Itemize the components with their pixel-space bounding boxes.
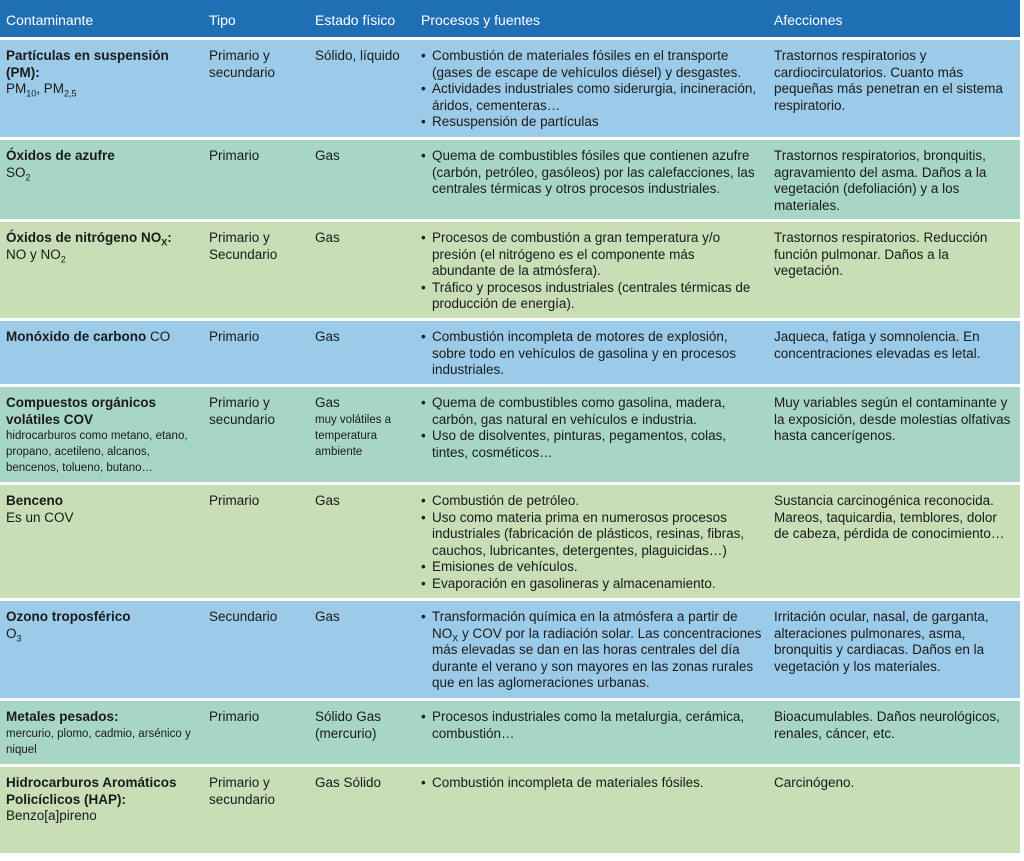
cell-contaminante bbox=[0, 767, 203, 853]
list-item: • Combustión de petróleo. bbox=[421, 493, 762, 510]
header-afecciones: Afecciones bbox=[774, 12, 843, 28]
procesos-list bbox=[421, 775, 762, 792]
list-item: • Quema de combustibles fósiles que contienen azufre (carbón, petróleo, gasóleos) por las calefacciones, las centrales térmicas y otros procesos industriales. bbox=[421, 148, 762, 198]
cell-contaminante bbox=[0, 485, 203, 598]
cell-tipo: Secundario bbox=[209, 609, 278, 624]
pollutant-name: Óxidos de azufre bbox=[6, 148, 115, 163]
procesos-list bbox=[421, 48, 762, 131]
cell-contaminante bbox=[0, 40, 203, 137]
cell-afecciones: Trastornos respiratorios, bronquitis, agravamiento del asma. Daños a la vegetación (defoliación) y a los materiales. bbox=[774, 148, 987, 213]
cell-estado bbox=[309, 701, 415, 764]
cell-procesos bbox=[415, 222, 768, 318]
pollutant-detail: NO y $NO_2$ bbox=[6, 246, 66, 265]
procesos-list bbox=[421, 395, 762, 461]
list-item: • Uso de disolventes, pinturas, pegamentos, colas, tintes, cosméticos… bbox=[421, 428, 762, 461]
estado-value: Gas bbox=[315, 395, 340, 410]
pollutant-name: Monóxido de carbono bbox=[6, 329, 147, 344]
procesos-list bbox=[421, 609, 762, 692]
table-row bbox=[0, 40, 1020, 140]
header-tipo: Tipo bbox=[209, 12, 236, 28]
cell-tipo: Primario bbox=[209, 329, 260, 344]
list-item: • Procesos industriales como la metalurgia, cerámica, combustión… bbox=[421, 709, 762, 742]
procesos-list bbox=[421, 493, 762, 592]
table-header bbox=[0, 0, 1020, 40]
cell-contaminante bbox=[0, 140, 203, 219]
estado-value: Sólido, líquido bbox=[315, 48, 400, 63]
list-item: • Quema de combustibles como gasolina, madera, carbón, gas natural en vehículos e industria. bbox=[421, 395, 762, 428]
cell-procesos bbox=[415, 140, 768, 219]
estado-value: Gas bbox=[315, 609, 340, 624]
estado-value: Sólido Gas (mercurio) bbox=[315, 709, 382, 741]
table-body bbox=[0, 40, 1020, 856]
pollutant-name: Metales pesados: bbox=[6, 709, 119, 724]
cell-procesos bbox=[415, 387, 768, 482]
list-item: • Actividades industriales como siderurgia, incineración, áridos, cementeras… bbox=[421, 81, 762, 114]
procesos-list bbox=[421, 709, 762, 742]
procesos-list bbox=[421, 230, 762, 313]
estado-note: muy volátiles a temperatura ambiente bbox=[315, 413, 392, 458]
cell-tipo: Primario y secundario bbox=[209, 48, 276, 80]
list-item: • Uso como materia prima en numerosos procesos industriales (fabricación de plásticos, resinas, fibras, cauchos, lubricantes, detergentes, plaguicidas…) bbox=[421, 510, 762, 560]
cell-estado bbox=[309, 387, 415, 482]
cell-procesos bbox=[415, 701, 768, 764]
header-estado: Estado físico bbox=[315, 12, 396, 28]
list-item: • Evaporación en gasolineras y almacenamiento. bbox=[421, 576, 762, 593]
pollutant-name: Partículas en suspensión (PM): bbox=[6, 48, 169, 80]
cell-afecciones: Carcinógeno. bbox=[774, 775, 855, 790]
cell-estado bbox=[309, 222, 415, 318]
cell-procesos bbox=[415, 767, 768, 853]
estado-value: Gas bbox=[315, 148, 340, 163]
table-row bbox=[0, 767, 1020, 856]
cell-procesos bbox=[415, 321, 768, 384]
pollutant-detail: Es un COV bbox=[6, 509, 74, 525]
list-item: • Combustión de materiales fósiles en el transporte (gases de escape de vehículos diésel) y desgastes. bbox=[421, 48, 762, 81]
cell-contaminante bbox=[0, 387, 203, 482]
estado-value: Gas bbox=[315, 230, 340, 245]
cell-tipo: Primario bbox=[209, 148, 260, 163]
list-item: • Combustión incompleta de motores de explosión, sobre todo en vehículos de gasolina y en procesos industriales. bbox=[421, 329, 762, 379]
cell-tipo: Primario y Secundario bbox=[209, 230, 278, 262]
pollutant-detail: $O_3$ bbox=[6, 625, 22, 644]
cell-procesos bbox=[415, 601, 768, 698]
estado-value: Gas bbox=[315, 329, 340, 344]
cell-estado bbox=[309, 767, 415, 853]
pollutant-detail: Benzo[a]pireno bbox=[6, 808, 97, 823]
cell-contaminante bbox=[0, 601, 203, 698]
pollutant-name: Ozono troposférico bbox=[6, 609, 131, 624]
pollutant-detail: CO bbox=[150, 329, 171, 344]
cell-tipo: Primario y secundario bbox=[209, 395, 276, 427]
pollutant-name: Benceno bbox=[6, 493, 64, 508]
procesos-list bbox=[421, 329, 762, 379]
cell-contaminante bbox=[0, 701, 203, 764]
procesos-list bbox=[421, 148, 762, 198]
cell-afecciones: Bioacumulables. Daños neurológicos, renales, cáncer, etc. bbox=[774, 709, 1000, 741]
cell-contaminante bbox=[0, 321, 203, 384]
cell-estado bbox=[309, 601, 415, 698]
table-row bbox=[0, 222, 1020, 321]
list-item: • Tráfico y procesos industriales (centrales térmicas de producción de energía). bbox=[421, 280, 762, 313]
estado-value: Gas Sólido bbox=[315, 775, 382, 790]
list-item: • Transformación química en la atmósfera a partir de $NO_X$ y COV por la radiación solar. Las concentraciones más elevadas se dan en las horas centrales del día durante el verano y son mayores en las zonas rurales que en las aglomeraciones urbanas. bbox=[421, 609, 762, 692]
cell-afecciones: Trastornos respiratorios y cardiocirculatorios. Cuanto más pequeñas más penetran en el sistema respiratorio. bbox=[774, 48, 1003, 113]
estado-value: Gas bbox=[315, 493, 340, 508]
list-item: • Combustión incompleta de materiales fósiles. bbox=[421, 775, 762, 792]
table-row bbox=[0, 601, 1020, 701]
cell-estado bbox=[309, 485, 415, 598]
cell-procesos bbox=[415, 485, 768, 598]
pollutant-name: Óxidos de nitrógeno $NO_X$: bbox=[6, 230, 172, 248]
table-row bbox=[0, 387, 1020, 485]
header-contaminante: Contaminante bbox=[6, 12, 94, 28]
cell-contaminante bbox=[0, 222, 203, 318]
header-procesos: Procesos y fuentes bbox=[421, 12, 541, 28]
cell-afecciones: Muy variables según el contaminante y la exposición, desde molestias olfativas hasta cancerígenos. bbox=[774, 395, 1011, 443]
cell-afecciones: Jaqueca, fatiga y somnolencia. En concentraciones elevadas es letal. bbox=[774, 329, 981, 361]
list-item: • Resuspensión de partículas bbox=[421, 114, 762, 131]
pollutant-name: Hidrocarburos Aromáticos Policíclicos (HAP): bbox=[6, 775, 177, 807]
cell-estado bbox=[309, 321, 415, 384]
pollutant-detail: $SO_2$ bbox=[6, 164, 31, 183]
list-item: • Emisiones de vehículos. bbox=[421, 559, 762, 576]
cell-afecciones: Trastornos respiratorios. Reducción función pulmonar. Daños a la vegetación. bbox=[774, 230, 988, 278]
cell-afecciones: Sustancia carcinogénica reconocida. Mareos, taquicardia, temblores, dolor de cabeza, pérdida de conocimiento… bbox=[774, 493, 1005, 541]
cell-procesos bbox=[415, 40, 768, 137]
pollutant-detail: mercurio, plomo, cadmio, arsénico y niquel bbox=[6, 727, 191, 756]
list-item: • Procesos de combustión a gran temperatura y/o presión (el nitrógeno es el componente más abundante de la atmósfera). bbox=[421, 230, 762, 280]
table-row bbox=[0, 485, 1020, 601]
pollutant-name: Compuestos orgánicos volátiles COV bbox=[6, 395, 157, 427]
pollutant-detail: $PM_{10}$, $PM_{2,5}$ bbox=[6, 81, 77, 99]
table-row bbox=[0, 701, 1020, 767]
cell-estado bbox=[309, 140, 415, 219]
cell-estado bbox=[309, 40, 415, 137]
cell-afecciones: Irritación ocular, nasal, de garganta, alteraciones pulmonares, asma, bronquitis y cardiacas. Daños en la vegetación y los materiales. bbox=[774, 609, 989, 674]
cell-tipo: Primario bbox=[209, 709, 260, 724]
table-row bbox=[0, 321, 1020, 387]
cell-tipo: Primario y secundario bbox=[209, 775, 276, 807]
cell-tipo: Primario bbox=[209, 493, 260, 508]
pollutant-detail: hidrocarburos como metano, etano, propano, acetileno, alcanos, bencenos, tolueno, butano… bbox=[6, 430, 188, 474]
table-row bbox=[0, 140, 1020, 222]
